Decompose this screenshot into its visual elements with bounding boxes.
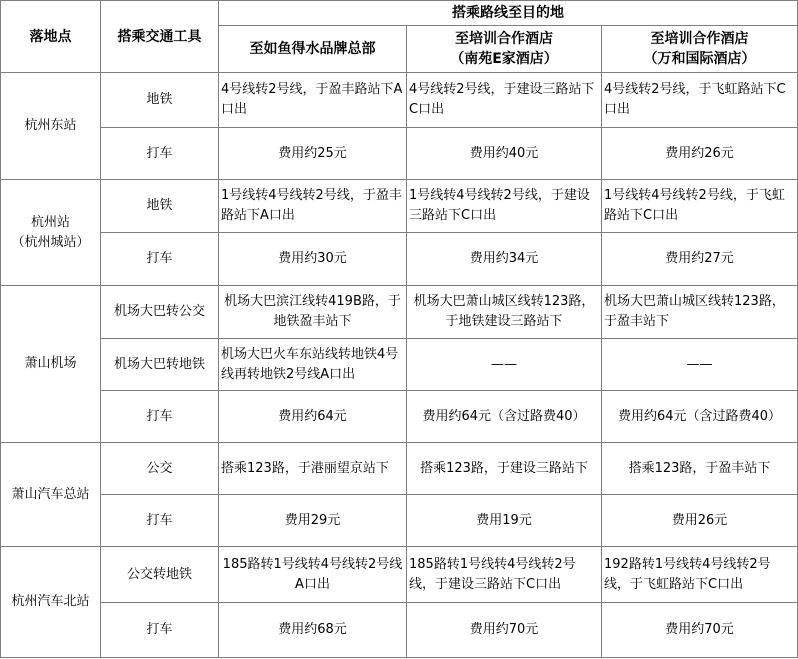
location-label: 杭州汽车北站 (11, 594, 90, 609)
location-label: 萧山汽车总站 (11, 486, 90, 502)
route-cell-nanyuan: 4号线转2号线，于建设三路站下C口出 (407, 73, 602, 128)
route-cell-wanhe: 1号线转4号线转2号线，于飞虹路站下C口出 (602, 180, 798, 233)
transport-cell: 打车 (101, 495, 219, 547)
header-destination-nanyuan-line1: 至培训合作酒店 (455, 31, 553, 47)
location-cell (1, 180, 101, 286)
header-destination-nanyuan-line2: （南苑E家酒店） (450, 51, 558, 67)
header-destination-hq-line1: 至如鱼得水品牌总部 (249, 41, 376, 57)
location-label: 杭州站 (30, 214, 70, 230)
table-row (1, 128, 798, 180)
route-cell-wanhe: 192路转1号线转4号线转2号线，于飞虹路站下C口出 (602, 547, 798, 603)
header-destination-wanhe-line1: 至培训合作酒店 (650, 31, 749, 47)
location-sublabel: （杭州城站） (11, 234, 90, 250)
route-cell-hq: 机场大巴火车东站线转地铁4号线再转地铁2号线A口出 (219, 339, 407, 391)
transport-cell: 打车 (101, 603, 219, 658)
transport-cell: 地铁 (101, 180, 219, 233)
table-row (1, 73, 798, 128)
table-row (1, 339, 798, 391)
route-cell-hq: 1号线转4号线转2号线，于盈丰路站下A口出 (219, 180, 407, 233)
table-row (1, 233, 798, 286)
route-cell-wanhe: 4号线转2号线，于飞虹路站下C口出 (602, 73, 798, 128)
route-cell-nanyuan: 费用约34元 (407, 233, 602, 286)
transport-cell: 公交 (101, 443, 219, 495)
route-cell-nanyuan: 费用约40元 (407, 128, 602, 180)
route-cell-hq: 185路转1号线转4号线转2号线A口出 (219, 547, 407, 603)
route-cell-nanyuan: 1号线转4号线转2号线，于建设三路站下C口出 (407, 180, 602, 233)
location-cell (1, 286, 101, 443)
table-row (1, 180, 798, 233)
table-row (1, 603, 798, 658)
route-cell-wanhe: 费用约27元 (602, 233, 798, 286)
route-cell-wanhe: 费用约26元 (602, 128, 798, 180)
route-cell-hq: 搭乘123路，于港丽望京站下 (219, 443, 407, 495)
header-row-1 (1, 1, 798, 26)
route-cell-wanhe: 搭乘123路，于盈丰站下 (602, 443, 798, 495)
route-cell-nanyuan: 搭乘123路，于建设三路站下 (407, 443, 602, 495)
route-cell-hq: 机场大巴滨江线转419B路，于地铁盈丰站下 (219, 286, 407, 339)
header-location: 落地点 (1, 1, 101, 73)
route-cell-nanyuan: 费用19元 (407, 495, 602, 547)
route-cell-hq: 费用约64元 (219, 391, 407, 443)
header-destination-hq (219, 26, 407, 73)
route-cell-hq: 费用29元 (219, 495, 407, 547)
header-route-group: 搭乘路线至目的地 (219, 1, 798, 26)
location-cell (1, 443, 101, 547)
table-row (1, 443, 798, 495)
route-cell-nanyuan: 机场大巴萧山城区线转123路，于地铁建设三路站下 (407, 286, 602, 339)
transport-cell: 公交转地铁 (101, 547, 219, 603)
table-row (1, 495, 798, 547)
route-cell-hq: 费用约30元 (219, 233, 407, 286)
route-cell-wanhe: 费用约64元（含过路费40） (602, 391, 798, 443)
transport-cell: 打车 (101, 128, 219, 180)
header-transport: 搭乘交通工具 (101, 1, 219, 73)
table-row (1, 286, 798, 339)
route-cell-wanhe: 费用约70元 (602, 603, 798, 658)
route-cell-wanhe-dash: —— (602, 339, 798, 391)
route-cell-nanyuan: 费用约70元 (407, 603, 602, 658)
location-cell (1, 547, 101, 658)
route-cell-hq: 费用约25元 (219, 128, 407, 180)
table-row (1, 547, 798, 603)
location-cell (1, 73, 101, 180)
location-label: 萧山机场 (24, 356, 77, 371)
route-cell-hq: 4号线转2号线，于盈丰路站下A口出 (219, 73, 407, 128)
route-cell-nanyuan-dash: —— (407, 339, 602, 391)
transport-cell: 打车 (101, 233, 219, 286)
transport-cell: 机场大巴转地铁 (101, 339, 219, 391)
route-cell-wanhe: 费用26元 (602, 495, 798, 547)
route-cell-wanhe: 机场大巴萧山城区线转123路，于盈丰站下 (602, 286, 798, 339)
route-cell-hq: 费用约68元 (219, 603, 407, 658)
transport-cell: 打车 (101, 391, 219, 443)
table-row (1, 391, 798, 443)
route-cell-nanyuan: 费用约64元（含过路费40） (407, 391, 602, 443)
location-label: 杭州东站 (24, 118, 77, 133)
transport-cell: 地铁 (101, 73, 219, 128)
header-destination-wanhe-line2: （万和国际酒店） (643, 51, 756, 67)
header-destination-nanyuan (407, 26, 602, 73)
transport-cell: 机场大巴转公交 (101, 286, 219, 339)
route-cell-nanyuan: 185路转1号线转4号线转2号线，于建设三路站下C口出 (407, 547, 602, 603)
header-destination-wanhe (602, 26, 798, 73)
